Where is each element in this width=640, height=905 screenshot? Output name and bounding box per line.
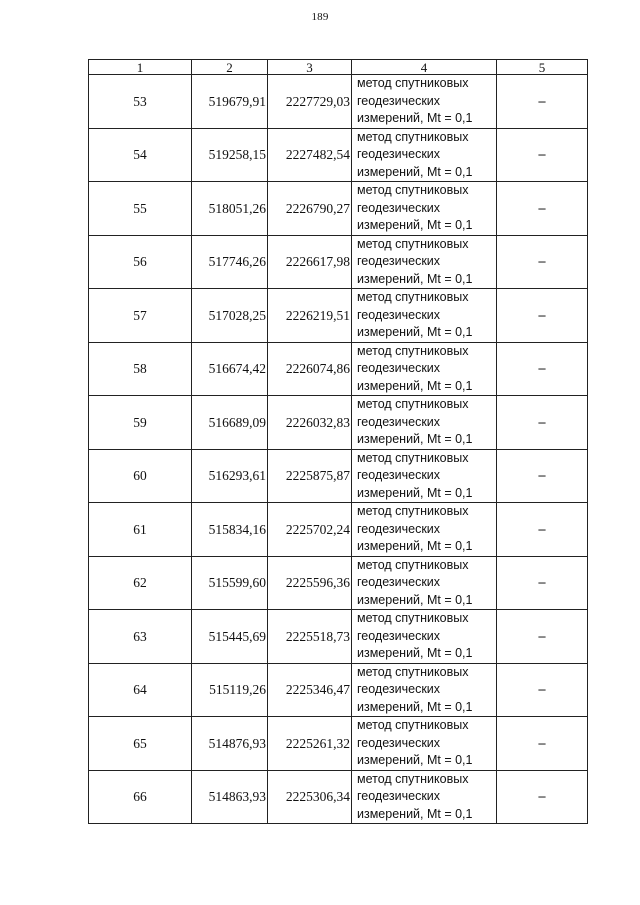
table-row — [89, 556, 588, 610]
y-coordinate-cell: 2225596,36 — [268, 556, 352, 610]
table-row — [89, 396, 588, 450]
y-coordinate-cell: 2227482,54 — [268, 128, 352, 182]
point-number-cell: 65 — [89, 717, 192, 771]
method-text-line: геодезических — [357, 307, 441, 322]
method-cell — [352, 770, 497, 824]
table-row — [89, 449, 588, 503]
method-text-line: измерений, Mt = 0,1 — [357, 218, 473, 232]
method-text-line: измерений, Mt = 0,1 — [357, 432, 473, 446]
method-cell — [352, 717, 497, 771]
x-coordinate-cell: 519679,91 — [192, 75, 268, 129]
table-row — [89, 717, 588, 771]
method-cell — [352, 235, 497, 289]
y-coordinate-cell: 2226074,86 — [268, 342, 352, 396]
note-cell: – — [497, 663, 588, 717]
method-text-line: геодезических — [357, 735, 441, 750]
header-col-2: 2 — [192, 60, 268, 75]
x-coordinate-cell: 517746,26 — [192, 235, 268, 289]
table-row — [89, 663, 588, 717]
x-coordinate-cell: 516674,42 — [192, 342, 268, 396]
point-number-cell: 66 — [89, 770, 192, 824]
coordinates-table — [88, 59, 588, 824]
note-cell: – — [497, 610, 588, 664]
method-text-line: геодезических — [357, 789, 441, 803]
method-text-line: измерений, Mt = 0,1 — [357, 271, 473, 286]
point-number-cell: 57 — [89, 289, 192, 343]
method-text-line: измерений, Mt = 0,1 — [357, 539, 473, 553]
y-coordinate-cell: 2226790,27 — [268, 182, 352, 236]
note-cell: – — [497, 503, 588, 557]
point-number-cell: 60 — [89, 449, 192, 503]
point-number-cell: 58 — [89, 342, 192, 396]
table-row — [89, 128, 588, 182]
table-row — [89, 289, 588, 343]
method-text-line: геодезических — [357, 147, 441, 161]
x-coordinate-cell: 514863,93 — [192, 770, 268, 824]
header-col-5: 5 — [497, 60, 588, 75]
method-text-line: метод спутниковых — [357, 557, 469, 572]
point-number-cell: 63 — [89, 610, 192, 664]
y-coordinate-cell: 2225702,24 — [268, 503, 352, 557]
table-row — [89, 610, 588, 664]
method-text-line: геодезических — [357, 414, 441, 429]
point-number-cell: 59 — [89, 396, 192, 450]
table-row — [89, 182, 588, 236]
method-text-line: измерений, Mt = 0,1 — [357, 753, 473, 767]
note-cell: – — [497, 556, 588, 610]
note-cell: – — [497, 396, 588, 450]
method-text-line: геодезических — [357, 575, 441, 589]
point-number-cell: 55 — [89, 182, 192, 236]
note-cell: – — [497, 235, 588, 289]
x-coordinate-cell: 517028,25 — [192, 289, 268, 343]
method-text-line: измерений, Mt = 0,1 — [357, 325, 473, 339]
method-cell — [352, 556, 497, 610]
method-text-line: геодезических — [357, 468, 441, 482]
note-cell: – — [497, 75, 588, 129]
point-number-cell: 53 — [89, 75, 192, 129]
note-cell: – — [497, 342, 588, 396]
x-coordinate-cell: 514876,93 — [192, 717, 268, 771]
note-cell: – — [497, 717, 588, 771]
table-row — [89, 770, 588, 824]
method-cell — [352, 610, 497, 664]
table-row — [89, 503, 588, 557]
method-text-line: метод спутниковых — [357, 450, 469, 465]
method-text-line: геодезических — [357, 93, 441, 108]
point-number-cell: 56 — [89, 235, 192, 289]
note-cell: – — [497, 449, 588, 503]
header-col-1: 1 — [89, 60, 192, 75]
method-text-line: метод спутниковых — [357, 664, 469, 679]
method-text-line: метод спутниковых — [357, 183, 469, 197]
method-text-line: метод спутниковых — [357, 611, 469, 625]
method-text-line: геодезических — [357, 254, 441, 268]
point-number-cell: 54 — [89, 128, 192, 182]
method-cell — [352, 449, 497, 503]
note-cell: – — [497, 128, 588, 182]
x-coordinate-cell: 515445,69 — [192, 610, 268, 664]
method-text-line: измерений, Mt = 0,1 — [357, 646, 473, 660]
table-header-row — [89, 60, 588, 75]
y-coordinate-cell: 2225518,73 — [268, 610, 352, 664]
method-text-line: метод спутниковых — [357, 129, 469, 144]
y-coordinate-cell: 2226617,98 — [268, 235, 352, 289]
x-coordinate-cell: 516293,61 — [192, 449, 268, 503]
point-number-cell: 64 — [89, 663, 192, 717]
x-coordinate-cell: 515834,16 — [192, 503, 268, 557]
table-row — [89, 235, 588, 289]
method-text-line: метод спутниковых — [357, 771, 469, 786]
header-col-3: 3 — [268, 60, 352, 75]
y-coordinate-cell: 2227729,03 — [268, 75, 352, 129]
method-cell — [352, 182, 497, 236]
x-coordinate-cell: 518051,26 — [192, 182, 268, 236]
x-coordinate-cell: 516689,09 — [192, 396, 268, 450]
header-col-4: 4 — [352, 60, 497, 75]
note-cell: – — [497, 182, 588, 236]
method-text-line: измерений, Mt = 0,1 — [357, 485, 473, 500]
x-coordinate-cell: 519258,15 — [192, 128, 268, 182]
method-text-line: геодезических — [357, 628, 441, 643]
method-text-line: метод спутниковых — [357, 397, 469, 411]
method-text-line: метод спутниковых — [357, 76, 469, 90]
method-text-line: измерений, Mt = 0,1 — [357, 806, 473, 821]
method-cell — [352, 289, 497, 343]
method-text-line: метод спутниковых — [357, 343, 469, 358]
method-text-line: геодезических — [357, 361, 441, 375]
y-coordinate-cell: 2225261,32 — [268, 717, 352, 771]
table-row — [89, 75, 588, 129]
y-coordinate-cell: 2225306,34 — [268, 770, 352, 824]
table-row — [89, 342, 588, 396]
method-text-line: измерений, Mt = 0,1 — [357, 699, 473, 714]
method-text-line: метод спутниковых — [357, 236, 469, 251]
method-text-line: измерений, Mt = 0,1 — [357, 111, 473, 125]
note-cell: – — [497, 770, 588, 824]
method-text-line: метод спутниковых — [357, 290, 469, 304]
x-coordinate-cell: 515599,60 — [192, 556, 268, 610]
point-number-cell: 62 — [89, 556, 192, 610]
method-cell — [352, 663, 497, 717]
y-coordinate-cell: 2225346,47 — [268, 663, 352, 717]
method-text-line: измерений, Mt = 0,1 — [357, 378, 473, 393]
note-cell: – — [497, 289, 588, 343]
method-cell — [352, 342, 497, 396]
method-text-line: измерений, Mt = 0,1 — [357, 592, 473, 607]
method-cell — [352, 396, 497, 450]
method-cell — [352, 503, 497, 557]
method-cell — [352, 128, 497, 182]
method-text-line: геодезических — [357, 200, 441, 215]
point-number-cell: 61 — [89, 503, 192, 557]
method-text-line: геодезических — [357, 521, 441, 536]
y-coordinate-cell: 2225875,87 — [268, 449, 352, 503]
y-coordinate-cell: 2226032,83 — [268, 396, 352, 450]
page-number: 189 — [311, 11, 329, 23]
method-text-line: метод спутниковых — [357, 504, 469, 518]
method-text-line: метод спутниковых — [357, 718, 469, 732]
method-text-line: измерений, Mt = 0,1 — [357, 164, 473, 179]
method-cell — [352, 75, 497, 129]
method-text-line: геодезических — [357, 682, 441, 696]
y-coordinate-cell: 2226219,51 — [268, 289, 352, 343]
table-body — [89, 75, 588, 824]
x-coordinate-cell: 515119,26 — [192, 663, 268, 717]
